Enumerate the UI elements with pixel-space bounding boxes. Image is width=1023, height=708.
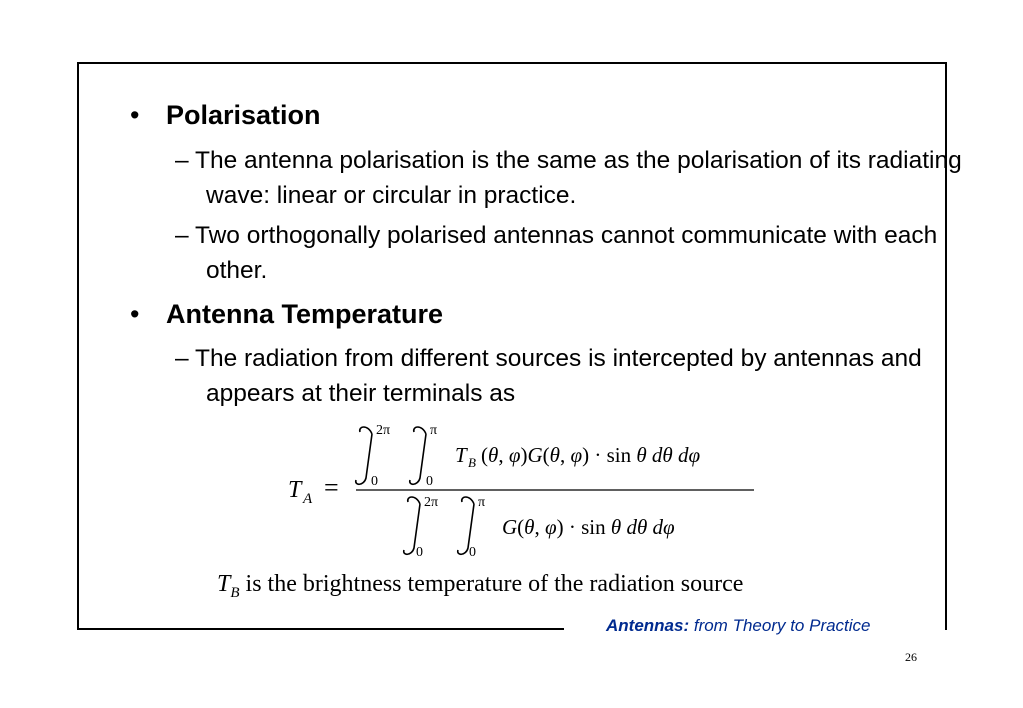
svg-text:0: 0 bbox=[371, 474, 378, 489]
caption-text: is the brightness temperature of the radiation source bbox=[239, 571, 744, 597]
bullet-antenna-temperature bbox=[130, 298, 443, 330]
bullet-title: Polarisation bbox=[166, 100, 321, 130]
caption-symbol: $T_B$ bbox=[217, 571, 240, 601]
sub-item: – Two orthogonally polarised antennas cannot communicate with each other. bbox=[175, 222, 938, 284]
sub-item: – The antenna polarisation is the same as the polarisation of its radiating wave: linear or circular in practice. bbox=[175, 147, 962, 209]
svg-text:π: π bbox=[478, 495, 486, 510]
svg-text:=: = bbox=[324, 473, 339, 502]
bullet-polarisation bbox=[130, 99, 321, 131]
svg-text:0: 0 bbox=[426, 474, 433, 489]
bullet-dot: • bbox=[130, 299, 140, 329]
footer-rest: from Theory to Practice bbox=[689, 616, 871, 635]
svg-text:(θ, φ)G(θ, φ) · sin θ dθ dφ: (θ, φ)G(θ, φ) · sin θ dθ dφ bbox=[481, 443, 701, 467]
svg-text:G(θ, φ) · sin θ dθ dφ: G(θ, φ) · sin θ dθ dφ bbox=[502, 515, 675, 539]
svg-text:2π: 2π bbox=[376, 423, 391, 438]
footer-title bbox=[606, 616, 871, 636]
svg-text:0: 0 bbox=[416, 545, 423, 560]
svg-text:π: π bbox=[430, 423, 438, 438]
svg-text:A: A bbox=[303, 491, 313, 507]
formula-svg bbox=[280, 418, 780, 568]
svg-text:0: 0 bbox=[469, 545, 476, 560]
bullet-dot: • bbox=[130, 100, 140, 130]
page-number: 26 bbox=[905, 650, 917, 664]
footer-bold: Antennas: bbox=[606, 616, 690, 635]
caption-subscript: B bbox=[230, 584, 240, 601]
svg-text:T: T bbox=[455, 443, 467, 467]
svg-text:B: B bbox=[468, 455, 476, 470]
svg-text:T: T bbox=[288, 477, 302, 503]
bullet-title: Antenna Temperature bbox=[166, 299, 444, 329]
antenna-temperature-formula bbox=[280, 418, 780, 568]
formula-caption bbox=[217, 568, 743, 609]
frame-bottom-border bbox=[77, 628, 564, 630]
sub-item: – The radiation from different sources is intercepted by antennas and appears at their terminals as bbox=[175, 345, 922, 407]
svg-text:2π: 2π bbox=[424, 495, 439, 510]
